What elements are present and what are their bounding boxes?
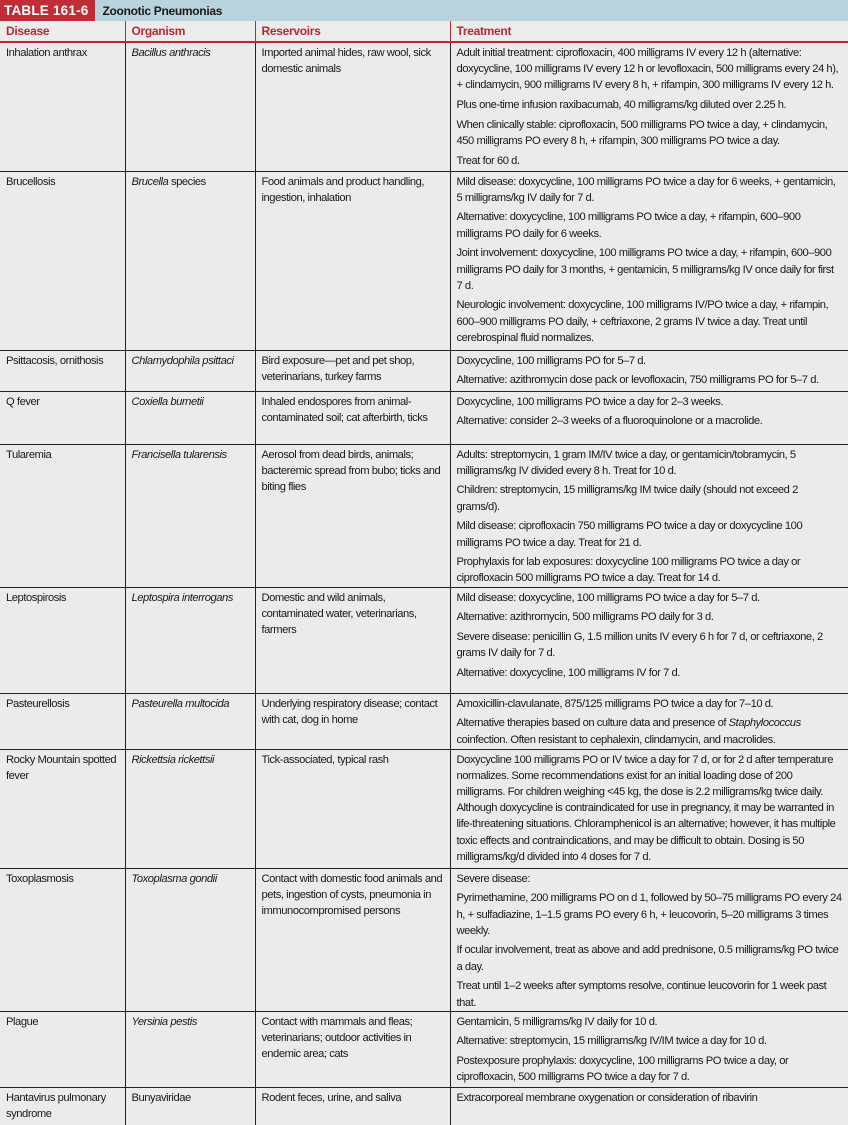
treatment-paragraph: Doxycycline, 100 milligrams PO twice a day for 2–3 weeks. <box>456 395 724 408</box>
table-number-badge: TABLE 161-6 <box>0 0 95 21</box>
organism-cell: Rickettsia rickettsii <box>125 749 255 868</box>
treatment-cell <box>450 749 848 868</box>
treatment-paragraph: Postexposure prophylaxis: doxycycline, 100 milligrams PO twice a day, or ciprofloxacin, 500 milligrams PO twice a day for 7 d. <box>456 1055 789 1084</box>
treatment-cell <box>450 1011 848 1087</box>
reservoirs-cell: Food animals and product handling, ingestion, inhalation <box>255 171 450 350</box>
treatment-cell <box>450 868 848 1011</box>
organism-cell: Leptospira interrogans <box>125 587 255 693</box>
table-row <box>0 749 848 868</box>
organism-genus: Brucella <box>131 175 169 188</box>
table-title: Zoonotic Pneumonias <box>102 3 223 18</box>
treatment-paragraph: Alternative: consider 2–3 weeks of a fluoroquinolone or a macrolide. <box>456 415 763 428</box>
disease-cell: Plague <box>0 1011 125 1087</box>
table-header-row <box>0 21 848 42</box>
treatment-paragraph: Mild disease: ciprofloxacin 750 milligrams PO twice a day or doxycycline 100 milligrams PO twice a day. Treat for 21 d. <box>456 520 803 549</box>
treatment-paragraph: Alternative: azithromycin dose pack or levofloxacin, 750 milligrams PO for 5–7 d. <box>456 374 819 387</box>
treatment-paragraph: Doxycycline, 100 milligrams PO for 5–7 d. <box>456 354 646 367</box>
disease-cell: Inhalation anthrax <box>0 42 125 171</box>
reservoirs-cell: Imported animal hides, raw wool, sick domestic animals <box>255 42 450 171</box>
reservoirs-cell: Tick-associated, typical rash <box>255 749 450 868</box>
reservoirs-cell: Inhaled endospores from animal-contaminated soil; cat afterbirth, ticks <box>255 391 450 444</box>
disease-cell: Hantavirus pulmonary syndrome <box>0 1087 125 1125</box>
organism-suffix: species <box>168 175 206 188</box>
reservoirs-cell: Contact with mammals and fleas; veterinarians; outdoor activities in endemic area; cats <box>255 1011 450 1087</box>
reservoirs-cell: Underlying respiratory disease; contact with cat, dog in home <box>255 693 450 749</box>
table-row <box>0 1087 848 1125</box>
table-row <box>0 868 848 1011</box>
disease-cell: Brucellosis <box>0 171 125 350</box>
table-row <box>0 171 848 350</box>
disease-cell: Tularemia <box>0 444 125 587</box>
zoonotic-pneumonias-table <box>0 21 848 1125</box>
treatment-paragraph: Plus one-time infusion raxibacumab, 40 milligrams/kg diluted over 2.25 h. <box>456 99 787 112</box>
treatment-cell <box>450 391 848 444</box>
organism-cell: Bacillus anthracis <box>125 42 255 171</box>
organism-cell <box>125 171 255 350</box>
disease-cell: Rocky Mountain spotted fever <box>0 749 125 868</box>
treatment-cell <box>450 444 848 587</box>
reservoirs-cell: Domestic and wild animals, contaminated water, veterinarians, farmers <box>255 587 450 693</box>
table-row <box>0 693 848 749</box>
organism-cell: Yersinia pestis <box>125 1011 255 1087</box>
table-body <box>0 42 848 1125</box>
organism-cell: Francisella tularensis <box>125 444 255 587</box>
treatment-paragraph: If ocular involvement, treat as above and add prednisone, 0.5 milligrams/kg PO twice a day. <box>456 944 839 973</box>
treatment-paragraph: Alternative: doxycycline, 100 milligrams IV for 7 d. <box>456 666 680 679</box>
organism-cell: Pasteurella multocida <box>125 693 255 749</box>
reservoirs-cell: Aerosol from dead birds, animals; bacteremic spread from bubo; ticks and biting flies <box>255 444 450 587</box>
treatment-cell <box>450 350 848 391</box>
reservoirs-cell: Rodent feces, urine, and saliva <box>255 1087 450 1125</box>
treatment-cell <box>450 1087 848 1125</box>
reservoirs-cell: Bird exposure—pet and pet shop, veterinarians, turkey farms <box>255 350 450 391</box>
disease-cell: Pasteurellosis <box>0 693 125 749</box>
treatment-cell <box>450 693 848 749</box>
table-row <box>0 42 848 171</box>
treatment-cell <box>450 587 848 693</box>
treatment-paragraph: Alternative: azithromycin, 500 milligrams PO daily for 3 d. <box>456 611 714 624</box>
treatment-paragraph: Joint involvement: doxycycline, 100 milligrams PO twice a day, + rifampin, 600–900 milligrams PO daily for 3 months, + gentamicin, 5 milligrams/kg IV once daily for first 7 d. <box>456 247 834 292</box>
treatment-paragraph: When clinically stable: ciprofloxacin, 500 milligrams PO twice a day, + clindamycin, 450 milligrams PO every 8 h, + rifampin, 300 milligrams PO twice a day. <box>456 118 828 148</box>
treatment-paragraph: Adult initial treatment: ciprofloxacin, 400 milligrams IV every 12 h (alternative: doxycycline, 100 milligrams IV every 12 h or levofloxacin, 500 milligrams every 24 h), + clindamycin, 900 milligrams IV every 8 h, + rifampin, 300 milligrams IV every 12 h. <box>456 47 839 92</box>
header-disease: Disease <box>0 21 125 42</box>
treatment-paragraph: Adults: streptomycin, 1 gram IM/IV twice a day, or gentamicin/tobramycin, 5 milligrams/kg IV divided every 8 h. Treat for 10 d. <box>456 448 796 477</box>
table-title-bar <box>0 0 848 21</box>
organism-mention: Staphylococcus <box>728 717 801 730</box>
table-row <box>0 350 848 391</box>
organism-cell: Coxiella burnetii <box>125 391 255 444</box>
disease-cell: Leptospirosis <box>0 587 125 693</box>
treatment-paragraph: Mild disease: doxycycline, 100 milligrams PO twice a day for 5–7 d. <box>456 591 760 604</box>
treatment-paragraph: Prophylaxis for lab exposures: doxycycline 100 milligrams PO twice a day or ciprofloxacin 500 milligrams PO twice a day. Treat for 14 d. <box>456 556 801 585</box>
treatment-paragraph: Alternative: streptomycin, 15 milligrams/kg IV/IM twice a day for 10 d. <box>456 1035 767 1048</box>
treatment-paragraph: Doxycycline 100 milligrams PO or IV twice a day for 7 d, or for 2 d after temperature normalizes. Some recommendations exist for an initial loading dose of 200 milligrams. For children weighing <45 kg, the dose is 2.2 milligrams/kg twice daily. Although doxycycline is contraindicated for use in pregnancy, it may be warranted in life-threatening situations. Chloramphenicol is an alternative; however, it has multiple toxic effects and contraindications, and may be difficult to obtain. Dosing is 50 milligrams/kg/d divided into 4 doses for 7 d. <box>456 753 836 863</box>
treatment-paragraph: Alternative: doxycycline, 100 milligrams PO twice a day, + rifampin, 600–900 milligrams PO daily for 6 weeks. <box>456 211 801 240</box>
organism-cell: Bunyaviridae <box>125 1087 255 1125</box>
treatment-paragraph: Severe disease: <box>456 872 530 885</box>
treatment-cell <box>450 171 848 350</box>
organism-cell: Chlamydophila psittaci <box>125 350 255 391</box>
reservoirs-cell: Contact with domestic food animals and pets, ingestion of cysts, pneumonia in immunocompromised persons <box>255 868 450 1011</box>
header-treatment: Treatment <box>450 21 848 42</box>
table-row <box>0 587 848 693</box>
table-row <box>0 1011 848 1087</box>
treatment-paragraph: Amoxicillin-clavulanate, 875/125 milligrams PO twice a day for 7–10 d. <box>456 697 774 710</box>
treatment-paragraph: Alternative therapies based on culture data and presence of Staphylococcus coinfection. Often resistant to cephalexin, clindamycin, and macrolides. <box>456 717 801 746</box>
disease-cell: Psittacosis, ornithosis <box>0 350 125 391</box>
disease-cell: Toxoplasmosis <box>0 868 125 1011</box>
header-reservoirs: Reservoirs <box>255 21 450 42</box>
disease-cell: Q fever <box>0 391 125 444</box>
organism-cell: Toxoplasma gondii <box>125 868 255 1011</box>
treatment-paragraph: Children: streptomycin, 15 milligrams/kg IM twice daily (should not exceed 2 grams/d). <box>456 484 798 513</box>
treatment-paragraph: Extracorporeal membrane oxygenation or consideration of ribavirin <box>456 1091 758 1104</box>
table-row <box>0 391 848 444</box>
treatment-paragraph: Severe disease: penicillin G, 1.5 million units IV every 6 h for 7 d, or ceftriaxone, 2 grams IV daily for 7 d. <box>456 631 823 660</box>
treatment-paragraph: Treat until 1–2 weeks after symptoms resolve, continue leucovorin for 1 week past that. <box>456 980 827 1009</box>
treatment-paragraph: Mild disease: doxycycline, 100 milligrams PO twice a day for 6 weeks, + gentamicin, 5 milligrams/kg IV daily for 7 d. <box>456 175 836 204</box>
treatment-paragraph: Gentamicin, 5 milligrams/kg IV daily for 10 d. <box>456 1015 658 1028</box>
treatment-cell <box>450 42 848 171</box>
treatment-paragraph: Treat for 60 d. <box>456 154 520 167</box>
treatment-paragraph: Neurologic involvement: doxycycline, 100 milligrams IV/PO twice a day, + rifampin, 600–900 milligrams PO daily, + ceftriaxone, 2 grams IV twice a day. Treat until cerebrospinal fluid normalizes. <box>456 299 829 344</box>
header-organism: Organism <box>125 21 255 42</box>
table-row <box>0 444 848 587</box>
treatment-paragraph: Pyrimethamine, 200 milligrams PO on d 1, followed by 50–75 milligrams PO every 24 h, + sulfadiazine, 1–1.5 grams PO every 6 h, + leucovorin, 5–20 milligrams 3 times weekly. <box>456 892 842 937</box>
